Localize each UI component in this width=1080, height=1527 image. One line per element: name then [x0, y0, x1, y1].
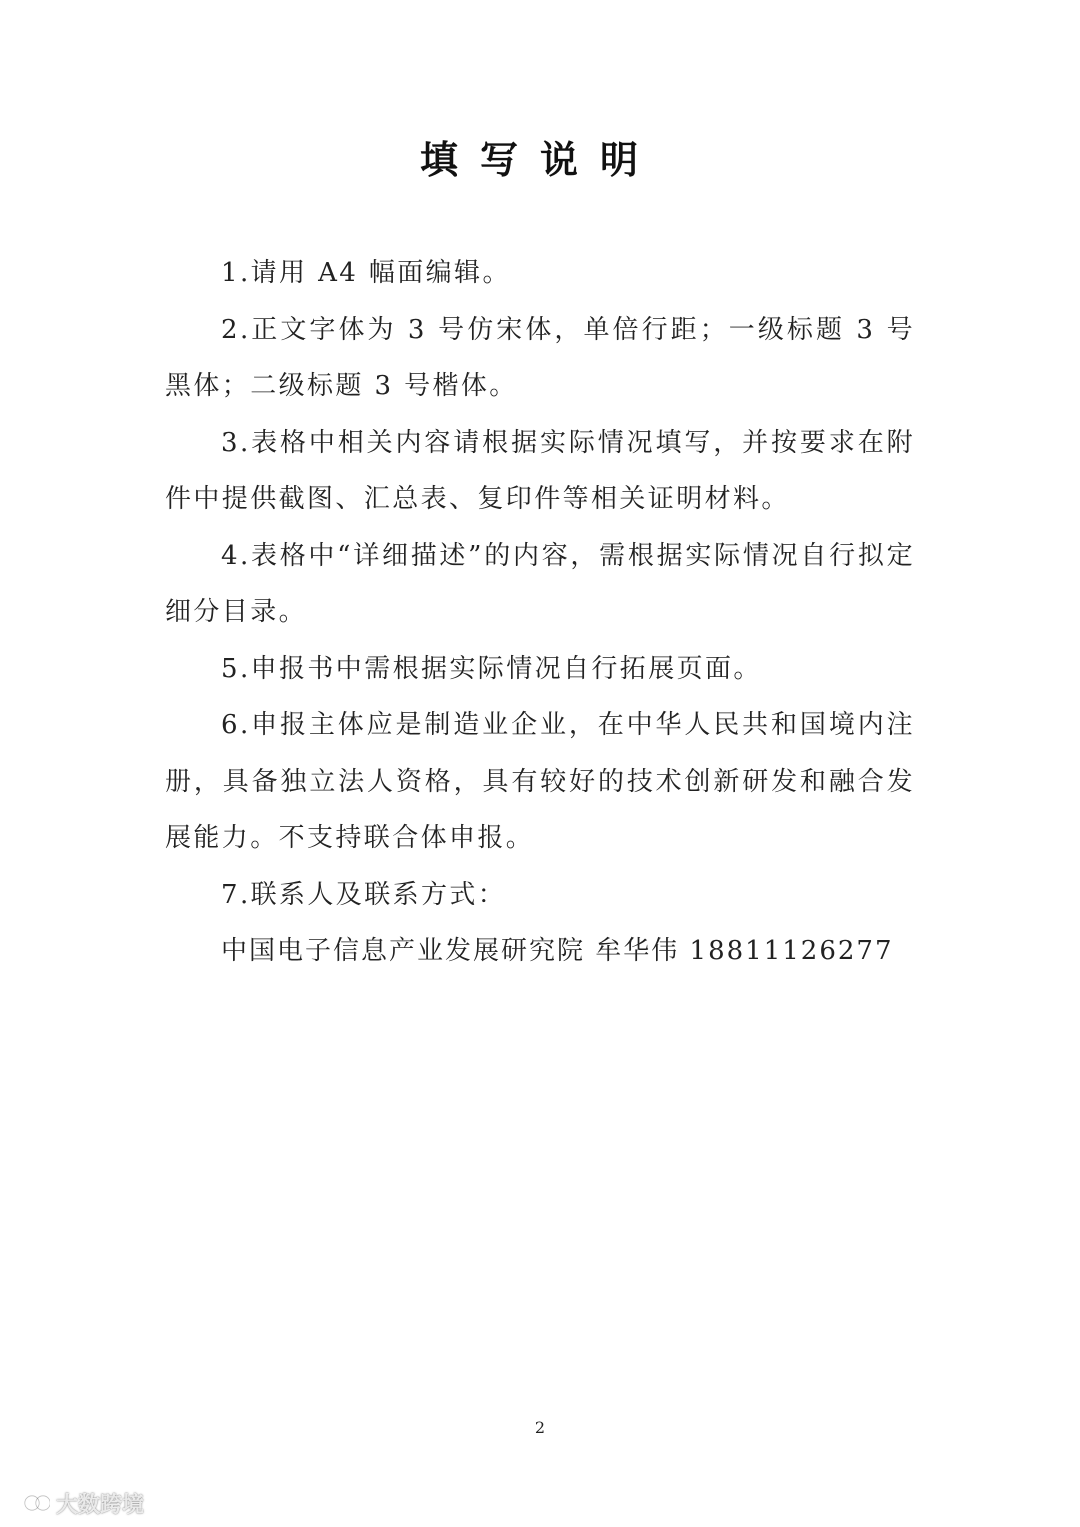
instructions-body [165, 245, 915, 980]
page-number: 2 [534, 1418, 546, 1437]
instruction-paragraph: 6.申报主体应是制造业企业，在中华人民共和国境内注册，具备独立法人资格，具有较好的技术创新研发和融合发展能力。不支持联合体申报。 [165, 710, 915, 853]
instruction-paragraph: 4.表格中“详细描述”的内容，需根据实际情况自行拟定细分目录。 [165, 540, 915, 627]
instruction-paragraph: 3.表格中相关内容请根据实际情况填写，并按要求在附件中提供截图、汇总表、复印件等相关证明材料。 [165, 427, 915, 514]
watermark [10, 1488, 144, 1518]
watermark-text: 大数跨境 [56, 1492, 145, 1518]
instruction-paragraph: 7.联系人及联系方式： [221, 879, 507, 910]
brand-logo-icon [10, 1490, 50, 1516]
instruction-paragraph: 2.正文字体为 3 号仿宋体，单倍行距；一级标题 3 号黑体；二级标题 3 号楷体。 [165, 314, 915, 401]
instruction-paragraph: 5.申报书中需根据实际情况自行拓展页面。 [221, 653, 762, 684]
contact-info: 中国电子信息产业发展研究院 牟华伟 18811126277 [221, 936, 894, 966]
instruction-paragraph: 1.请用 A4 幅面编辑。 [221, 258, 511, 288]
page-title: 填写说明 [419, 138, 660, 182]
